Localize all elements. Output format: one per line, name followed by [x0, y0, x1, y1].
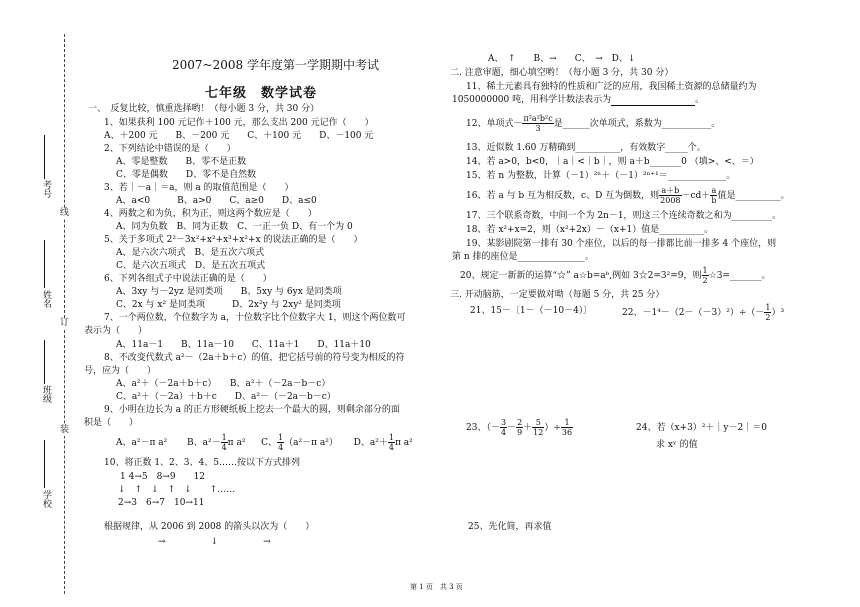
school-label: 学校 [41, 490, 51, 508]
q13-text: 13、近似数 1.60 万精确到__________，有效数字_____个。 [466, 143, 706, 153]
q3-text: 3、若｜－a｜＝a，则 a 的取值范围是（ ） [104, 183, 294, 193]
q14-text: 14、若 a>0，b<0，｜a｜<｜b｜，则 a＋b_______0 （填>、<、＝） [466, 157, 759, 167]
q9-b-fraction: $\frac{1}{4}$ [221, 433, 227, 452]
q11-continuation: 1050000000 吨，用科学计数法表示为 。 [452, 95, 705, 105]
q11-text: 11、稀土元素具有独特的性质和广泛的应用，我国稀土资源的总储量约为 [466, 82, 757, 92]
name-label: 姓名 [41, 290, 51, 308]
q17-text: 17、三个联系奇数，中间一个为 2n－1，则这三个连续奇数之和为_________。 [466, 211, 782, 221]
q9-text: 9、小明在边长为 a 的正方形硬纸板上挖去一个最大的圆，则剩余部分的面 [104, 405, 400, 415]
q10-pattern-row1: 1 4→5 8→9 12 [120, 472, 206, 482]
q1-options: A、＋200 元 B、－200 元 C、＋100 元 D、－100 元 [104, 131, 374, 141]
q23-fraction-2: $\frac{2}{9}$ [517, 418, 523, 437]
q10-arrow-choices: → ↓ → [158, 537, 271, 547]
q10-rule: 根据规律，从 2006 到 2008 的箭头以次为（ ） [104, 522, 315, 532]
q9-option-c-pre: C、 [261, 438, 278, 448]
q10-text: 10、将正数 1、2、3、4、5……按以下方式排列 [104, 458, 300, 468]
q2-text: 2、下列结论中错误的是（ ） [104, 144, 236, 154]
q8-options-row2: C、a²＋（－2a）＋b＋c D、a²－（－2a－b－c） [116, 392, 336, 402]
q19-continuation: 第 n 排的座位是_______________。 [452, 252, 595, 262]
seal-char-ding: 订 [60, 318, 70, 328]
q10-pattern-row3: 2→3 6→7 10→11 [118, 498, 205, 508]
q18-text: 18、若 x²+x=2，则（x²+2x）－（x+1）值是__________。 [466, 225, 714, 235]
q5-text: 5、关于多项式 2²－3x²+x²+x³+x²+x 的说法正确的是（ ） [104, 235, 363, 245]
q8-continuation: 号，应为（ ） [84, 366, 157, 376]
q6-text: 6、下列各组式子中说法正确的是（ ） [104, 274, 272, 284]
page-footer: 第 1 页 共 3 页 [410, 583, 463, 591]
q9-options [116, 433, 413, 452]
school-field[interactable] [44, 440, 45, 488]
q22-fraction: $\frac{1}{2}$ [765, 303, 771, 322]
q23-fraction-1: $\frac{3}{4}$ [500, 418, 507, 437]
q8-text: 8、不改变代数式 a²－（2a＋b＋c）的值，把它括号前的符号变为相反的符 [104, 353, 405, 363]
q24-continuation: 求 xʸ 的值 [656, 440, 698, 450]
section1-heading: 一、 反复比较，慎重选择哟！（每小题 3 分，共 30 分） [88, 104, 320, 114]
q4-options: A、同为负数 B、同为正数 C、一正一负 D、有一个为 0 [116, 222, 353, 232]
q20-text: 20、规定一新新的运算“☆” a☆b=aᵇ,例如 3☆2=3²=9，则 $\frac{1}{2}$ ☆3=_______。 [460, 266, 771, 285]
q9-option-d-post: π a² [394, 438, 413, 448]
q9-continuation: 积是（ ） [84, 418, 139, 428]
q2-options-row2: C、零是偶数 D、零不是自然数 [116, 170, 257, 180]
q9-c-fraction: $\frac{1}{4}$ [278, 433, 284, 452]
q3-options: A、a<0 B、a>0 C、a≥0 D、a≤0 [116, 196, 317, 206]
q10-options: A、 ↑ B、→ C、 → D、↓ [488, 54, 636, 64]
binding-line [64, 34, 65, 594]
q7-text: 7、一个两位数，个位数字为 a，十位数字比个位数字大 1，则这个两位数可 [104, 313, 406, 323]
name-field[interactable] [44, 240, 45, 288]
q23-fraction-3: $\frac{5}{12}$ [533, 418, 544, 437]
class-label: 班级 [41, 385, 51, 403]
q16-fraction-1: $\frac{a+b}{2008}$ [660, 186, 681, 205]
q12-fraction: $\frac{\text{π²a²b²c}}{3}$ [523, 114, 553, 133]
class-field[interactable] [44, 340, 45, 384]
q19-text: 19、某影剧院第一排有 30 个座位，以后的每一排都比前一排多 4 个座位，则 [466, 239, 777, 249]
exam-number-label: 考号 [41, 180, 51, 198]
q11-answer-blank[interactable] [611, 96, 695, 106]
section2-heading: 二. 注意审题，细心填空哟！（每小题 3 分，共 30 分） [450, 68, 674, 78]
q21-text: 21、15－〔1－（－10－4）〕 [470, 306, 593, 316]
q22-text: 22、－1⁴－（2－（－3）²）÷（－ $\frac{1}{2}$ ）³ [622, 303, 785, 322]
q20-fraction: $\frac{1}{2}$ [702, 266, 708, 285]
q15-text: 15、若 n 为整数，计算（－1）²ⁿ＋（－1）²ⁿ⁺¹＝_____________。 [466, 171, 736, 181]
q12-text: 12、单项式－ $\frac{\text{π²a²b²c}}{3}$ 是______次单项式，系数为___________。 [466, 114, 721, 133]
q9-option-a: A、a²－π a² [116, 438, 168, 448]
q9-option-c-post: （a²－π a²） [284, 438, 338, 448]
exam-number-field[interactable] [44, 135, 45, 179]
q7-continuation: 表示为（ ） [84, 326, 148, 336]
q23-text: 23、（－ $\frac{3}{4}$ － $\frac{2}{9}$ ＋ $\frac{5}{12}$ ）÷ $\frac{1}{36}$ [466, 418, 573, 437]
q10-pattern-row2: ↓ ↑ ↓ ↑ ↓ ↑…… [118, 485, 236, 495]
q4-text: 4、两数之和为负，积为正，则这两个数应是（ ） [104, 209, 317, 219]
q24-text: 24、若（x+3）²＋｜y－2｜＝0 [636, 423, 767, 433]
q23-fraction-4: $\frac{1}{36}$ [561, 418, 573, 437]
seal-char-line: 线 [60, 208, 70, 218]
q16-text: 16、若 a 与 b 互为相反数，c、D 互为倒数，则 $\frac{a+b}{2008}$ －cd＋ $\frac{a}{b}$ 值是__________。 [466, 186, 790, 205]
section3-heading: 三. 开动脑筋，一定要做对呦（每题 5 分，共 25 分） [450, 290, 665, 300]
q9-option-d-pre: D、a²＋ [353, 438, 388, 448]
q6-options-row2: C、2x 与 x² 是同类项 D、2x²y 与 2xy² 是同类项 [116, 300, 341, 310]
q5-options-row2: C、是六次五项式 D、是五次五项式 [116, 261, 266, 271]
q5-options-row1: A、是六次六项式 B、是五次六项式 [116, 248, 265, 258]
q9-d-fraction: $\frac{1}{4}$ [388, 433, 394, 452]
q1-text: 1、如果获利 100 元记作＋100 元，那么支出 200 元记作（ ） [104, 118, 374, 128]
q9-option-b-post: π a² [227, 438, 246, 448]
q6-options-row1: A、3xy 与－2yz 是同类项 B、5xy 与 6yx 是同类项 [116, 287, 342, 297]
q2-options-row1: A、零是整数 B、零不是正数 [116, 157, 247, 167]
q7-options: A、11a－1 B、11a－10 C、11a＋1 D、11a＋10 [116, 340, 371, 350]
seal-char-zhuang: 装 [60, 425, 70, 435]
q25-text: 25、先化简，再求值 [468, 522, 552, 532]
q9-option-b-pre: B、a²－ [186, 438, 221, 448]
exam-title: 2007~2008 学年度第一学期期中考试 [172, 58, 379, 72]
exam-subtitle: 七年级 数学试卷 [205, 86, 318, 101]
q8-options-row1: A、a²＋（－2a＋b＋c） B、a²＋（－2a－b－c） [116, 379, 331, 389]
q16-fraction-2: $\frac{a}{b}$ [711, 186, 717, 205]
